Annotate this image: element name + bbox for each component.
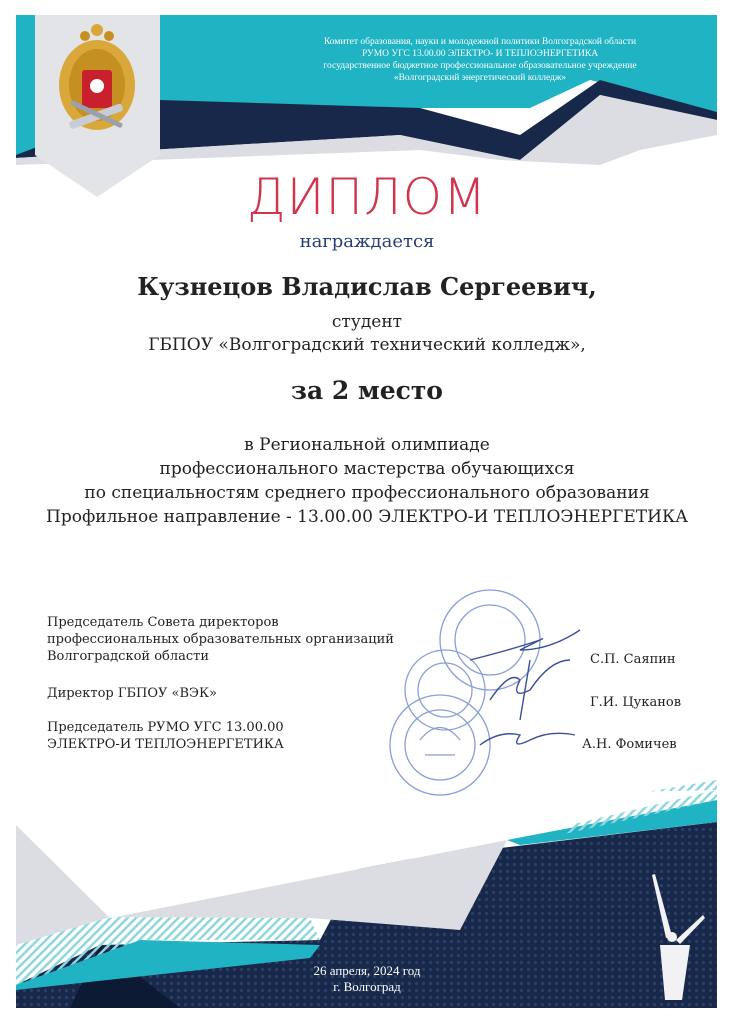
- header-line: государственное бюджетное профессиональное образовательное учреждение: [323, 61, 637, 71]
- signatory-position: [47, 685, 217, 702]
- place-award: за 2 место: [291, 376, 443, 405]
- signatory-position: [47, 719, 284, 753]
- recipient-org: ГБПОУ «Волгоградский технический колледж»,: [148, 335, 586, 355]
- description-line: профессионального мастерства обучающихся: [159, 459, 575, 479]
- header-line: РУМО УГС 13.00.00 ЭЛЕКТРО- И ТЕПЛОЭНЕРГЕТИКА: [361, 49, 599, 59]
- description-line: в Региональной олимпиаде: [244, 435, 490, 455]
- position-line: Волгоградской области: [47, 649, 209, 664]
- footer-date-place: [0, 963, 734, 995]
- header-line: «Волгоградский энергетический колледж»: [393, 73, 567, 83]
- position-line: ЭЛЕКТРО-И ТЕПЛОЭНЕРГЕТИКА: [47, 737, 284, 752]
- footer-city: г. Волгоград: [333, 979, 401, 994]
- recipient-name: Кузнецов Владислав Сергеевич,: [137, 272, 597, 301]
- description-line: Профильное направление - 13.00.00 ЭЛЕКТРО-И ТЕПЛОЭНЕРГЕТИКА: [46, 507, 688, 527]
- position-line: Председатель РУМО УГС 13.00.00: [47, 720, 284, 735]
- description-line: по специальностям среднего профессионального образования: [84, 483, 650, 503]
- signatory-position: [47, 614, 394, 665]
- position-line: Председатель Совета директоров: [47, 615, 279, 630]
- awarded-label: награждается: [299, 231, 435, 252]
- signatory-name: С.П. Саяпин: [590, 652, 676, 667]
- header-organization-text: [270, 36, 690, 84]
- position-line: профессиональных образовательных организаций: [47, 632, 394, 647]
- signatory-name: А.Н. Фомичев: [582, 737, 677, 752]
- recipient-role: студент: [331, 312, 403, 332]
- signatory-name: Г.И. Цуканов: [590, 695, 682, 710]
- footer-date: 26 апреля, 2024 год: [313, 963, 421, 978]
- header-line: Комитет образования, науки и молодежной политики Волгоградской области: [323, 37, 637, 47]
- diploma-title: ДИПЛОМ: [246, 168, 488, 226]
- position-line: Директор ГБПОУ «ВЭК»: [47, 686, 217, 701]
